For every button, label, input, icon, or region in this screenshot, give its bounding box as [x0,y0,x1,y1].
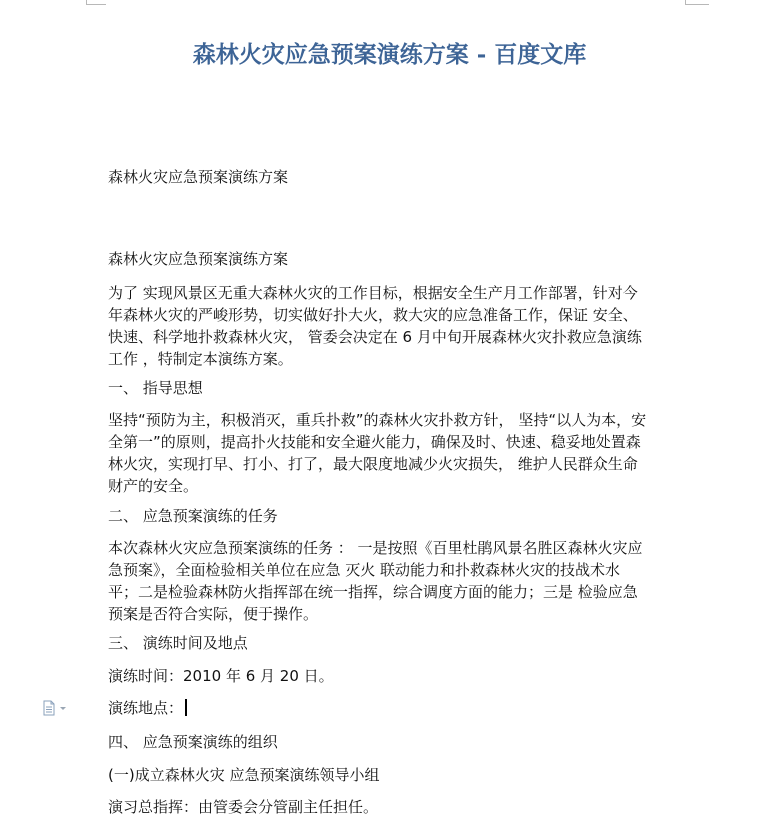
section-heading-drill-organization: 四、 应急预案演练的组织 [108,733,278,751]
section-heading-guiding-thought: 一、 指导思想 [108,379,203,397]
drill-tasks-line: 预案是否符合实际，便于操作。 [108,605,319,623]
page-title: 森林火灾应急预案演练方案 - 百度文库 [192,41,587,68]
drill-place-text: 演练地点： [108,699,184,717]
guiding-thought-paragraph [108,409,683,497]
intro-line: 年森林火灾的严峻形势，切实做好扑大火，救大灾的应急准备工作，保证 安全、 [108,306,638,324]
page-corner-mark-left-horizontal [86,4,106,5]
intro-paragraph [108,282,683,370]
commander-text: 演习总指挥：由管委会分管副主任担任。 [108,798,379,816]
document-subheading: 森林火灾应急预案演练方案 [108,250,289,268]
section-heading-time-and-place: 三、 演练时间及地点 [108,634,248,652]
drill-tasks-line: 本次森林火灾应急预案演练的任务 ： 一是按照《百里杜鹃风景名胜区森林火灾应 [108,539,643,557]
drill-time-text: 演练时间：2010 年 6 月 20 日。 [108,667,334,685]
guiding-thought-line: 财产的安全。 [108,477,199,495]
document-icon [42,700,56,716]
subsection-leadership-group: (一)成立森林火灾 应急预案演练领导小组 [108,766,380,784]
paragraph-options-button[interactable] [42,700,68,716]
drill-tasks-line: 急预案》，全面检验相关单位在应急 灭火 联动能力和扑救森林火灾的技战术水 [108,561,621,579]
intro-line: 工作 ，特制定本演练方案。 [108,350,293,368]
text-cursor [185,699,187,716]
drill-place-line[interactable] [108,697,187,719]
guiding-thought-line: 林火灾，实现打早、打小、打了，最大限度地减少火灾损失， 维护人民群众生命 [108,455,638,473]
document-heading: 森林火灾应急预案演练方案 [108,168,289,186]
intro-line: 为了 实现风景区无重大森林火灾的工作目标，根据安全生产月工作部署，针对今 [108,284,638,302]
drill-tasks-paragraph [108,537,683,625]
guiding-thought-line: 全第一”的原则，提高扑火技能和安全避火能力，确保及时、快速、稳妥地处置森 [108,433,641,451]
intro-line: 快速、科学地扑救森林火灾， 管委会决定在 6 月中旬开展森林火灾扑救应急演练 [108,328,642,346]
drill-tasks-line: 平；二是检验森林防火指挥部在统一指挥，综合调度方面的能力；三是 检验应急 [108,583,638,601]
page-corner-mark-right-horizontal [685,4,709,5]
section-heading-drill-tasks: 二、 应急预案演练的任务 [108,507,278,525]
guiding-thought-line: 坚持“预防为主，积极消灭，重兵扑救”的森林火灾扑救方针， 坚持“以人为本，安 [108,411,647,429]
dropdown-arrow-icon [59,704,67,712]
